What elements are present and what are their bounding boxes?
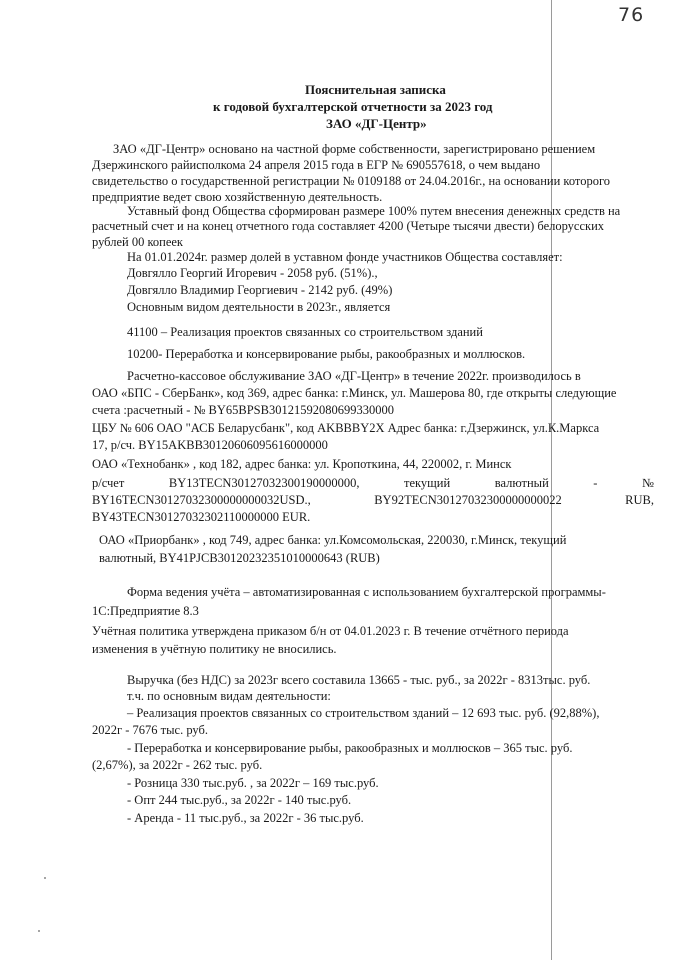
accounting-line-3: Учётная политика утверждена приказом б/н от 04.01.2023 г. В течение отчётного периода [92, 624, 569, 638]
banking-line-11: валютный, BY41PJCB30120232351010000643 (RUB) [99, 551, 380, 565]
banking-line-5: 17, р/сч. BY15AKBB30120606095616000000 [92, 438, 328, 452]
revenue-fish-2022: (2,67%), за 2022г - 262 тыс. руб. [92, 758, 263, 772]
usd-account: BY16TECN30127032300000000032USD., [92, 493, 311, 507]
title-line-2: к годовой бухгалтерской отчетности за 2023 год [213, 99, 493, 114]
accounting-line-4: изменения в учётную политику не вносились. [92, 642, 337, 656]
scan-speck [38, 930, 40, 932]
number-sign: № [642, 476, 654, 490]
scan-speck [44, 877, 46, 879]
revenue-wholesale: - Опт 244 тыс.руб., за 2022г - 140 тыс.руб. [127, 793, 352, 807]
intro-line-3: свидетельство о государственной регистрации № 0109188 от 24.04.2016г., на основании которого [92, 174, 611, 188]
banking-line-4: ЦБУ № 606 ОАО "АСБ Беларусбанк", код AKBBBY2X Адрес банка: г.Дзержинск, ул.К.Маркса [92, 421, 600, 435]
currency-label: валютный [494, 476, 549, 490]
dash: - [593, 476, 598, 490]
activity-code-10200: 10200- Переработка и консервирование рыбы, ракообразных и моллюсков. [127, 347, 526, 361]
accounting-line-2: 1С:Предприятие 8.3 [92, 604, 199, 618]
shareholder-2: Довгялло Владимир Георгиевич - 2142 руб. (49%) [127, 283, 393, 297]
accounting-line-1: Форма ведения учёта – автоматизированная с использованием бухгалтерской программы- [127, 585, 606, 599]
title-line-1: Пояснительная записка [305, 82, 446, 97]
revenue-retail: - Розница 330 тыс.руб. , за 2022г – 169 тыс.руб. [127, 776, 379, 790]
account-number: BY13TECN30127032300190000000, [168, 476, 360, 490]
banking-line-6: ОАО «Технобанк» , код 182, адрес банка: ул. Кропоткина, 44, 220002, г. Минск [92, 457, 512, 471]
fund-line-3: рублей 00 копеек [92, 235, 183, 249]
banking-line-1: Расчетно-кассовое обслуживание ЗАО «ДГ-Центр» в течение 2022г. производилось в [127, 369, 581, 383]
page-number: 76 [618, 4, 645, 26]
revenue-fish: - Переработка и консервирование рыбы, ракообразных и моллюсков – 365 тыс. руб. [127, 741, 573, 755]
banking-line-8 [92, 493, 654, 508]
revenue-total: Выручка (без НДС) за 2023г всего составила 13665 - тыс. руб., за 2022г - 8313тыс. руб. [127, 673, 591, 687]
current-label: текущий [404, 476, 451, 490]
rub-account: BY92TECN30127032300000000022 [374, 493, 562, 507]
revenue-breakdown-heading: т.ч. по основным видам деятельности: [127, 689, 331, 703]
intro-line-1: ЗАО «ДГ-Центр» основано на частной форме собственности, зарегистрировано решением [113, 142, 596, 156]
activity-code-41100: 41100 – Реализация проектов связанных со строительством зданий [127, 325, 483, 339]
fund-line-1: Уставный фонд Общества сформирован размере 100% путем внесения денежных средств на [127, 204, 621, 218]
activity-heading: Основным видом деятельности в 2023г., является [127, 300, 391, 314]
revenue-construction-2022: 2022г - 7676 тыс. руб. [92, 723, 208, 737]
intro-line-4: предприятие ведет свою хозяйственную деятельность. [92, 190, 383, 204]
revenue-construction: – Реализация проектов связанных со строительством зданий – 12 693 тыс. руб. (92,88%), [127, 706, 600, 720]
account-label: р/счет [92, 476, 125, 490]
fund-line-4: На 01.01.2024г. размер долей в уставном фонде участников Общества составляет: [127, 250, 563, 264]
banking-line-3: счета :расчетный - № BY65BPSB30121592080699330000 [92, 403, 394, 417]
banking-line-7 [92, 476, 654, 491]
intro-line-2: Дзержинского райисполкома 24 апреля 2015 года в ЕГР № 690557618, о чем выдано [92, 158, 541, 172]
shareholder-1: Довгялло Георгий Игоревич - 2058 руб. (51%)., [127, 266, 378, 280]
banking-line-2: ОАО «БПС - СберБанк», код 369, адрес банка: г.Минск, ул. Машерова 80, где открыты следующие [92, 386, 617, 400]
rub-label: RUB, [625, 493, 654, 507]
banking-line-10: ОАО «Приорбанк» , код 749, адрес банка: ул.Комсомольская, 220030, г.Минск, текущий [99, 533, 567, 547]
title-line-3: ЗАО «ДГ-Центр» [326, 116, 427, 131]
revenue-rent: - Аренда - 11 тыс.руб., за 2022г - 36 тыс.руб. [127, 811, 364, 825]
fund-line-2: расчетный счет и на конец отчетного года составляет 4200 (Четыре тысячи двести) белорусских [92, 219, 605, 233]
eur-account: BY43TECN30127032302110000000 EUR. [92, 510, 311, 524]
